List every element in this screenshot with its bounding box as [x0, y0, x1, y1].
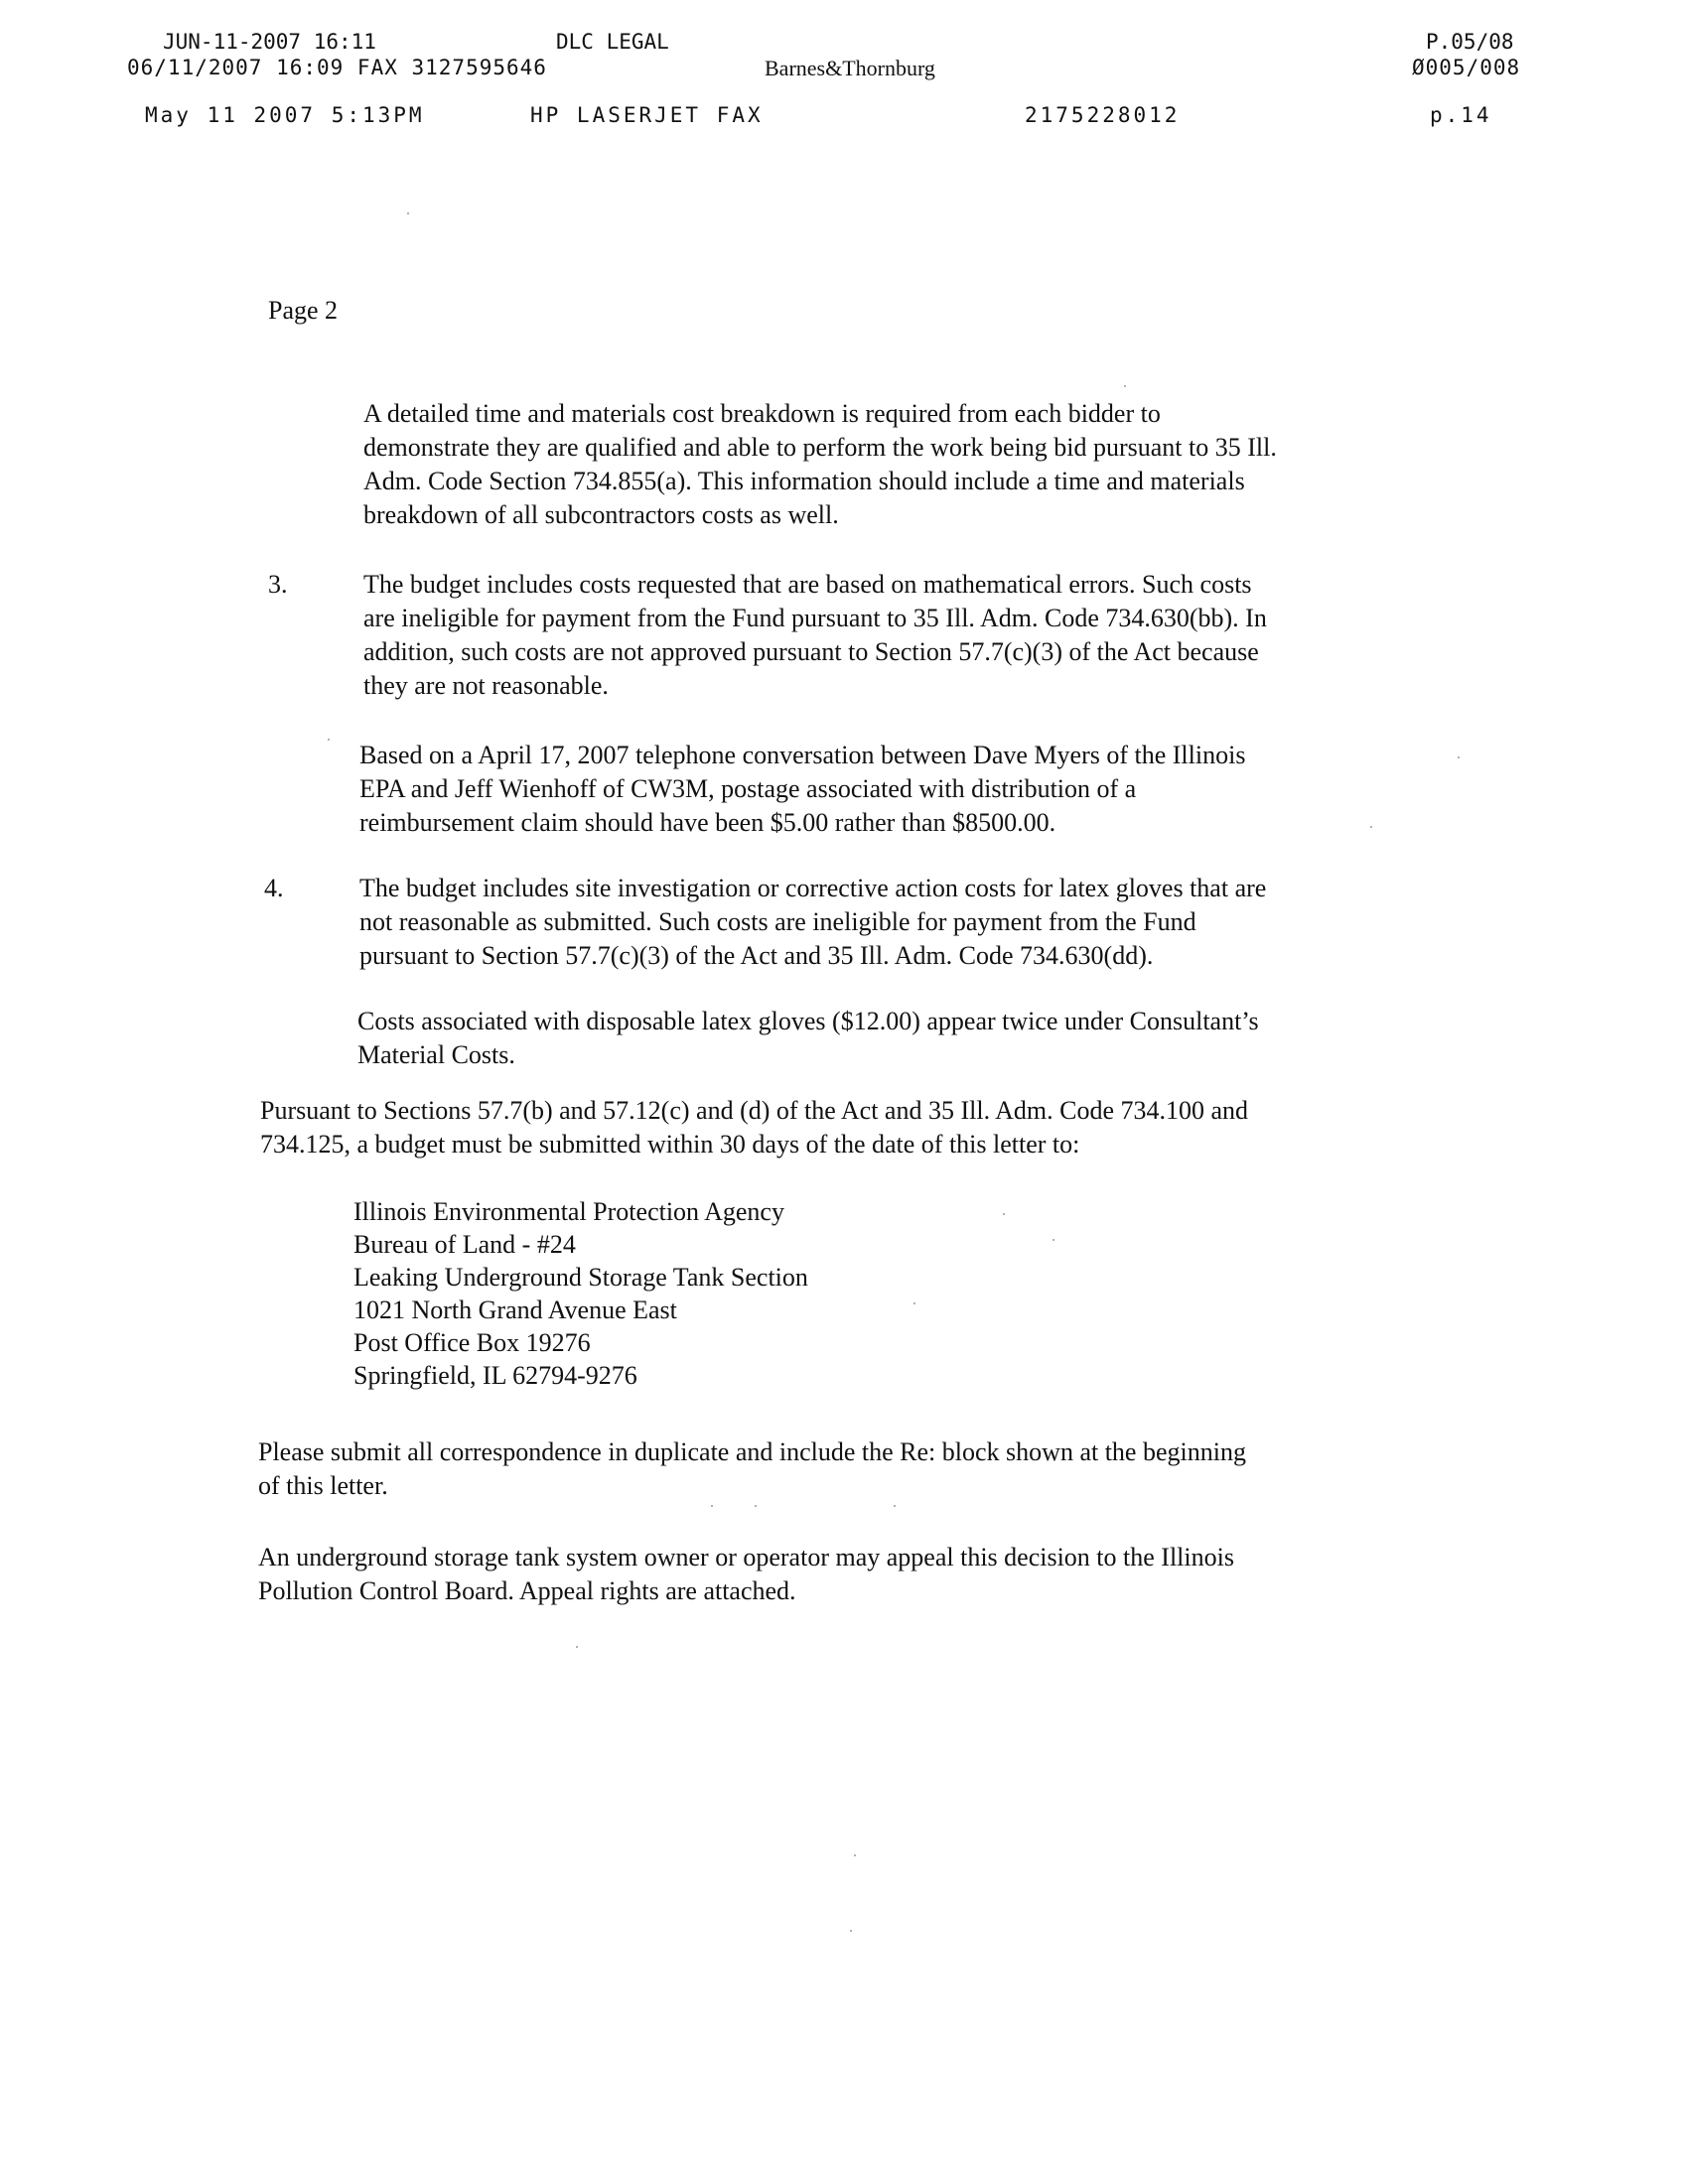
scan-speck [913, 1302, 915, 1304]
page-label: Page 2 [268, 296, 339, 325]
item4-note-line: Material Costs. [357, 1040, 515, 1069]
address-line: Leaking Underground Storage Tank Section [353, 1263, 808, 1292]
scan-speck [711, 1505, 713, 1507]
pursuant-line: Pursuant to Sections 57.7(b) and 57.12(c) and (d) of the Act and 35 Ill. Adm. Code 734.100 and [260, 1096, 1249, 1125]
address-line: Bureau of Land - #24 [353, 1230, 576, 1259]
scan-speck [1124, 385, 1126, 387]
scan-speck [1370, 826, 1372, 828]
intro-line: demonstrate they are qualified and able to perform the work being bid pursuant to 35 Ill. [363, 433, 1277, 462]
intro-line: A detailed time and materials cost breakdown is required from each bidder to [363, 399, 1161, 428]
item3-note-line: EPA and Jeff Wienhoff of CW3M, postage associated with distribution of a [359, 774, 1137, 803]
scan-speck [1458, 756, 1460, 758]
fax3-device: HP LASERJET FAX [530, 103, 764, 127]
intro-line: Adm. Code Section 734.855(a). This information should include a time and materials [363, 467, 1245, 495]
item4-line: The budget includes site investigation or corrective action costs for latex gloves that are [359, 874, 1267, 902]
scan-speck [328, 739, 330, 741]
submit-line: Please submit all correspondence in duplicate and include the Re: block shown at the beginning [258, 1437, 1246, 1466]
item3-note-line: Based on a April 17, 2007 telephone conversation between Dave Myers of the Illinois [359, 741, 1246, 769]
item4-line: pursuant to Section 57.7(c)(3) of the Act and 35 Ill. Adm. Code 734.630(dd). [359, 941, 1154, 970]
appeal-paragraph [258, 1541, 1234, 1608]
fax3-number: 2175228012 [1025, 103, 1181, 127]
scan-speck [894, 1505, 896, 1507]
item3-paragraph [363, 568, 1267, 703]
item4-note-line: Costs associated with disposable latex gloves ($12.00) appear twice under Consultant’s [357, 1007, 1259, 1035]
scan-speck [407, 212, 409, 214]
item3-line: are ineligible for payment from the Fund pursuant to 35 Ill. Adm. Code 734.630(bb). In [363, 604, 1267, 632]
pursuant-line: 734.125, a budget must be submitted within 30 days of the date of this letter to: [260, 1130, 1080, 1159]
fax3-datetime: May 11 2007 5:13PM [145, 103, 425, 127]
item3-line: The budget includes costs requested that are based on mathematical errors. Such costs [363, 570, 1252, 599]
fax2-page: Ø005/008 [1412, 56, 1521, 79]
scan-speck [576, 1646, 578, 1648]
fax1-datetime: JUN-11-2007 16:11 [163, 30, 376, 54]
item3-line: addition, such costs are not approved pursuant to Section 57.7(c)(3) of the Act because [363, 637, 1259, 666]
address-line: Springfield, IL 62794-9276 [353, 1361, 637, 1390]
scan-speck [850, 1930, 852, 1932]
item4-note [357, 1005, 1259, 1072]
fax2-datetime: 06/11/2007 16:09 FAX 3127595646 [127, 56, 547, 79]
submit-paragraph [258, 1435, 1246, 1503]
scan-speck [755, 1505, 757, 1507]
address-line: 1021 North Grand Avenue East [353, 1296, 677, 1324]
fax3-page: p.14 [1430, 103, 1492, 127]
intro-paragraph [363, 397, 1277, 532]
item4-paragraph [359, 872, 1266, 973]
item3-note [359, 739, 1245, 840]
item4-line: not reasonable as submitted. Such costs are ineligible for payment from the Fund [359, 907, 1196, 936]
address-line: Illinois Environmental Protection Agency [353, 1197, 784, 1226]
fax2-firm: Barnes&Thornburg [765, 56, 935, 80]
submit-line: of this letter. [258, 1471, 388, 1500]
fax1-sender: DLC LEGAL [556, 30, 669, 54]
item4-number: 4. [264, 874, 284, 902]
item3-number: 3. [268, 570, 288, 599]
pursuant-paragraph [260, 1094, 1248, 1161]
item3-note-line: reimbursement claim should have been $5.00 rather than $8500.00. [359, 808, 1056, 837]
fax1-page: P.05/08 [1426, 30, 1514, 54]
scan-speck [1003, 1213, 1005, 1215]
appeal-line: An underground storage tank system owner or operator may appeal this decision to the Illinois [258, 1543, 1234, 1571]
mailing-address [353, 1195, 808, 1392]
address-line: Post Office Box 19276 [353, 1328, 591, 1357]
intro-line: breakdown of all subcontractors costs as well. [363, 500, 839, 529]
item3-line: they are not reasonable. [363, 671, 609, 700]
scan-speck [1052, 1239, 1054, 1241]
scan-speck [854, 1854, 856, 1856]
appeal-line: Pollution Control Board. Appeal rights are attached. [258, 1576, 796, 1605]
